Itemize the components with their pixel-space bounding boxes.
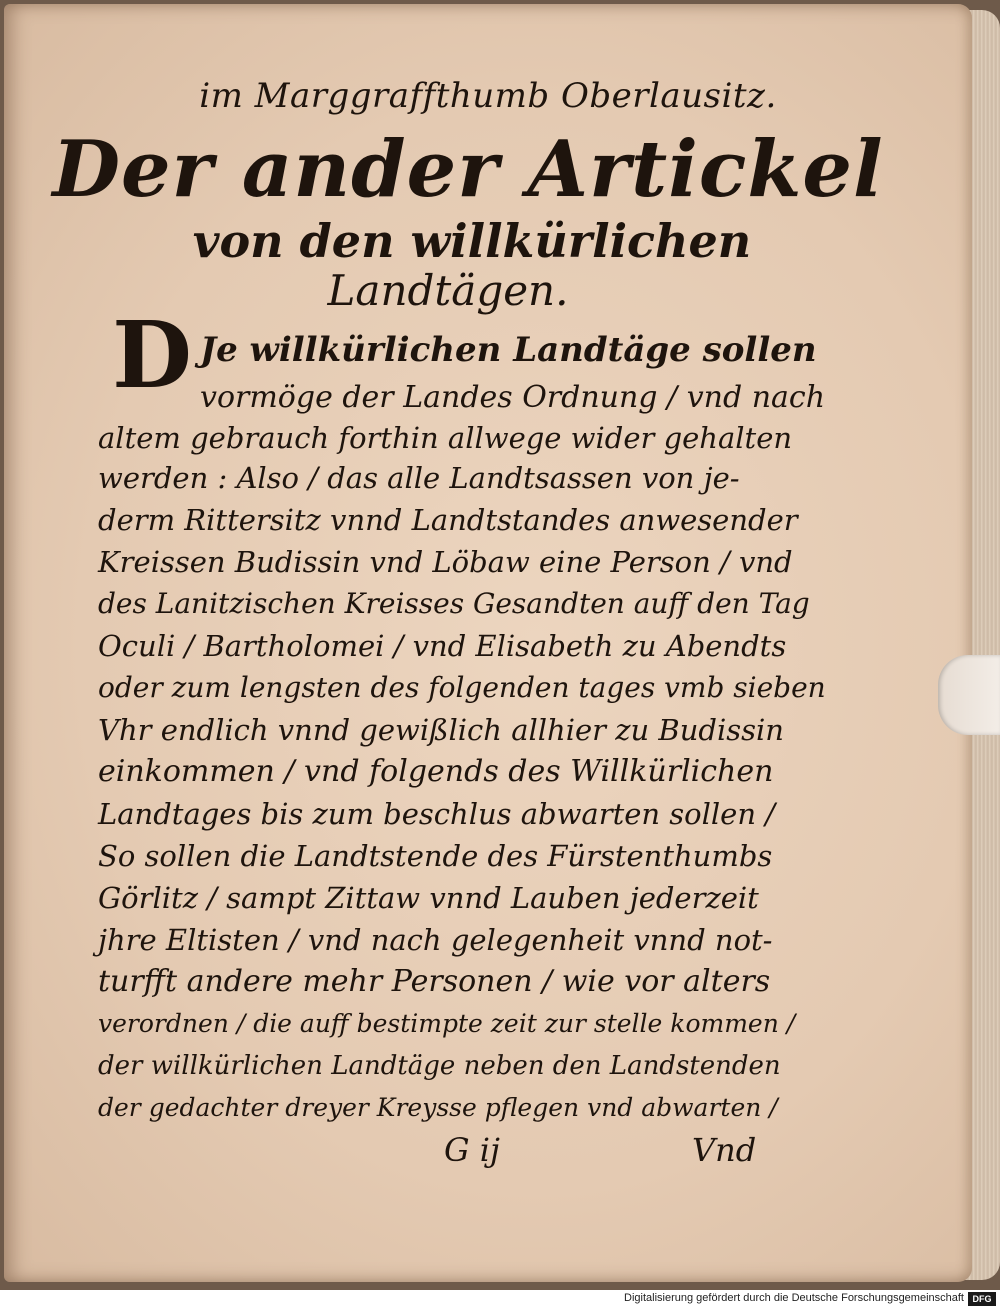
body-line: Kreissen Budissin vnd Löbaw eine Person / vnd <box>98 545 793 579</box>
body-line: So sollen die Landtstende des Fürstenthumbs <box>98 839 773 873</box>
article-subtitle-2: Landtägen. <box>327 266 569 315</box>
body-line: vormöge der Landes Ordnung / vnd nach <box>200 380 826 415</box>
body-line: derm Rittersitz vnnd Landtstandes anwesender <box>98 503 798 537</box>
body-line: einkommen / vnd folgends des Willkürlichen <box>98 754 774 789</box>
body-line: jhre Eltisten / vnd nach gelegenheit vnnd not- <box>98 923 773 957</box>
body-line: altem gebrauch forthin allwege wider gehalten <box>98 421 793 455</box>
article-title: Der ander Artickel <box>52 124 884 215</box>
body-line: der willkürlichen Landtäge neben den Landstenden <box>98 1051 781 1081</box>
body-line: Oculi / Bartholomei / vnd Elisabeth zu Abendts <box>98 629 787 663</box>
body-line: verordnen / die auff bestimpte zeit zur stelle kommen / <box>98 1009 796 1038</box>
body-line: werden : Also / das alle Landtsassen von je- <box>98 461 740 495</box>
signature-mark: G ij <box>444 1131 500 1169</box>
body-line: Vhr endlich vnnd gewißlich allhier zu Budissin <box>98 713 784 747</box>
dfg-logo: DFG <box>968 1292 996 1306</box>
body-line: des Lanitzischen Kreisses Gesandten auff den Tag <box>98 587 810 620</box>
running-head: im Marggraffthumb Oberlausitz. <box>199 76 777 116</box>
body-line: Görlitz / sampt Zittaw vnnd Lauben jederzeit <box>98 881 759 915</box>
article-subtitle-1: von den willkürlichen <box>192 214 752 268</box>
body-line: Je willkürlichen Landtäge sollen <box>200 330 817 370</box>
page-tab <box>938 655 1000 735</box>
catchword: Vnd <box>692 1131 757 1169</box>
decorated-initial: D <box>112 301 192 409</box>
body-line: der gedachter dreyer Kreysse pflegen vnd abwarten / <box>98 1093 778 1122</box>
funding-credit: Digitalisierung gefördert durch die Deutsche Forschungsgemeinschaft <box>624 1292 964 1304</box>
body-line: turfft andere mehr Personen / wie vor alters <box>98 964 771 999</box>
body-line: Landtages bis zum beschlus abwarten sollen / <box>98 797 776 831</box>
body-line: oder zum lengsten des folgenden tages vmb sieben <box>98 671 826 704</box>
footer-bar <box>0 1290 1000 1308</box>
book-page <box>4 4 972 1282</box>
